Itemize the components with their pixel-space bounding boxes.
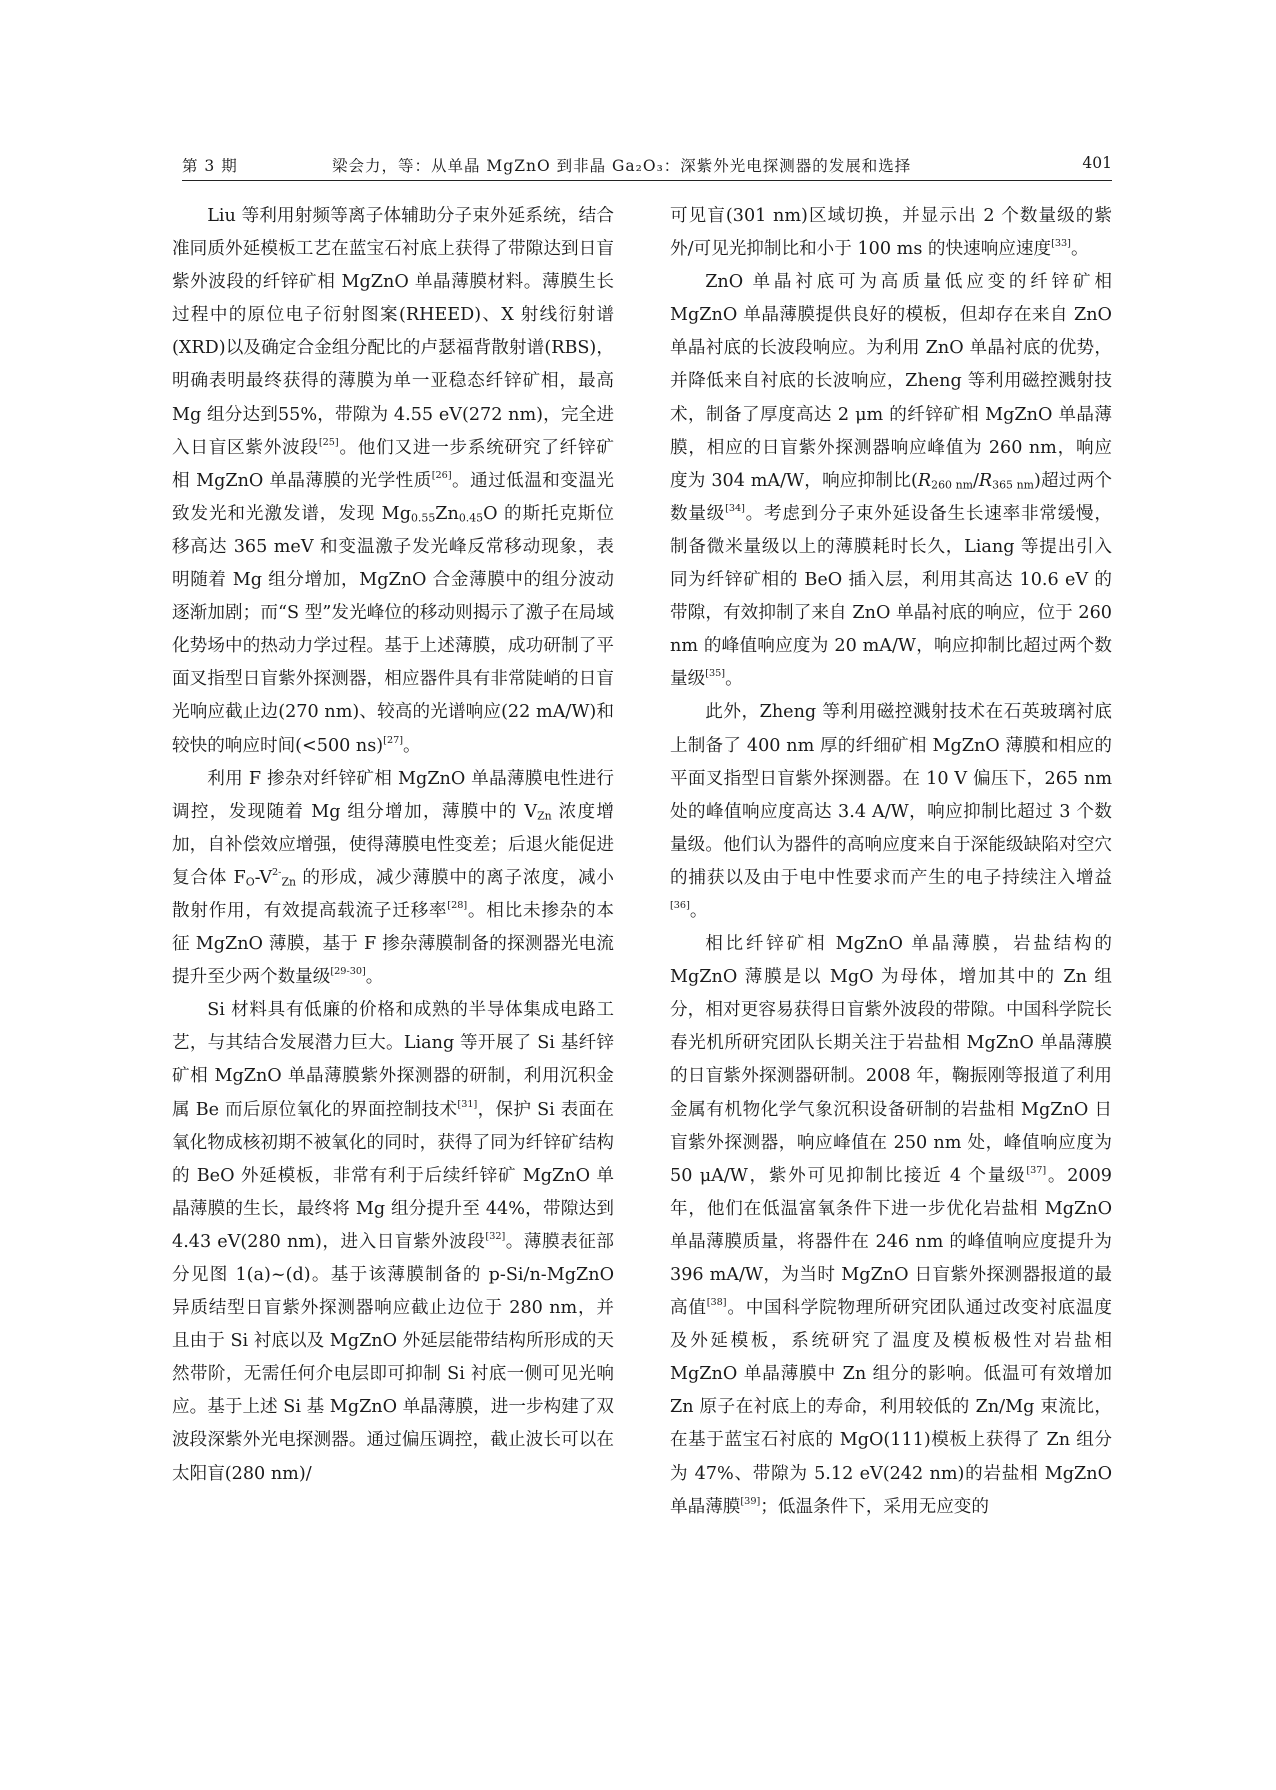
issue-label: 第 3 期 bbox=[182, 157, 238, 175]
page-number: 401 bbox=[1082, 154, 1112, 172]
paragraph: Si 材料具有低廉的价格和成熟的半导体集成电路工艺，与其结合发展潜力巨大。Liang 等开展了 Si 基纤锌矿相 MgZnO 单晶薄膜紫外探测器的研制，利用沉积金属 Be 而后原位氧化的界面控制技术[31]，保护 Si 表面在氧化物成核初期不被氧化的同时，获得了同为纤锌矿结构的 BeO 外延模板，非常有利于后续纤锌矿 MgZnO 单晶薄膜的生长，最终将 Mg 组分提升至 44%，带隙达到 4.43 eV(280 nm)，进入日盲紫外波段[32]。薄膜表征部分见图 1(a)~(d)。基于该薄膜制备的 p-Si/n-MgZnO 异质结型日盲紫外探测器响应截止边位于 280 nm，并且由于 Si 衬底以及 MgZnO 外延层能带结构所形成的天然带阶，无需任何介电层即可抑制 Si 衬底一侧可见光响应。基于上述 Si 基 MgZnO 单晶薄膜，进一步构建了双波段深紫外光电探测器。通过偏压调控，截止波长可以在太阳盲(280 nm)/ bbox=[172, 1000, 614, 1484]
header-rule bbox=[182, 180, 1112, 181]
right-column bbox=[670, 200, 1112, 1680]
running-title: 梁会力，等：从单晶 MgZnO 到非晶 Ga₂O₃：深紫外光电探测器的发展和选择 bbox=[332, 157, 912, 175]
paragraph: 相比纤锌矿相 MgZnO 单晶薄膜，岩盐结构的 MgZnO 薄膜是以 MgO 为母体，增加其中的 Zn 组分，相对更容易获得日盲紫外波段的带隙。中国科学院长春光机所研究团队长期关注于岩盐相 MgZnO 单晶薄膜的日盲紫外探测器研制。2008 年，鞠振刚等报道了利用金属有机物化学气象沉积设备研制的岩盐相 MgZnO 日盲紫外探测器，响应峰值在 250 nm 处，峰值响应度为 50 μA/W，紫外可见抑制比接近 4 个量级[37]。2009 年，他们在低温富氧条件下进一步优化岩盐相 MgZnO 单晶薄膜质量，将器件在 246 nm 的峰值响应度提升为 396 mA/W，为当时 MgZnO 日盲紫外探测器报道的最高值[38]。中国科学院物理所研究团队通过改变衬底温度及外延模板，系统研究了温度及模板极性对岩盐相 MgZnO 单晶薄膜中 Zn 组分的影响。低温可有效增加 Zn 原子在衬底上的寿命，利用较低的 Zn/Mg 束流比，在基于蓝宝石衬底的 MgO(111)模板上获得了 Zn 组分为 47%、带隙为 5.12 eV(242 nm)的岩盐相 MgZnO 单晶薄膜[39]；低温条件下，采用无应变的 bbox=[670, 934, 1112, 1517]
paragraph: 可见盲(301 nm)区域切换，并显示出 2 个数量级的紫外/可见光抑制比和小于 100 ms 的快速响应速度[33]。 bbox=[670, 206, 1112, 260]
paragraph: Liu 等利用射频等离子体辅助分子束外延系统，结合准同质外延模板工艺在蓝宝石衬底上获得了带隙达到日盲紫外波段的纤锌矿相 MgZnO 单晶薄膜材料。薄膜生长过程中的原位电子衍射图案(RHEED)、X 射线衍射谱(XRD)以及确定合金组分配比的卢瑟福背散射谱(RBS)，明确表明最终获得的薄膜为单一亚稳态纤锌矿相，最高 Mg 组分达到55%，带隙为 4.55 eV(272 nm)，完全进入日盲区紫外波段[25]。他们又进一步系统研究了纤锌矿相 MgZnO 单晶薄膜的光学性质[26]。通过低温和变温光致发光和光激发谱，发现 $Mg_{0.55}Zn_{0.45}O$ 的斯托克斯位移高达 365 meV 和变温激子发光峰反常移动现象，表明随着 Mg 组分增加，MgZnO 合金薄膜中的组分波动逐渐加剧；而“S 型”发光峰位的移动则揭示了激子在局域化势场中的热动力学过程。基于上述薄膜，成功研制了平面叉指型日盲紫外探测器，相应器件具有非常陡峭的日盲光响应截止边(270 nm)、较高的光谱响应(22 mA/W)和较快的响应时间(<500 ns)[27]。 bbox=[172, 206, 614, 756]
paragraph: ZnO 单晶衬底可为高质量低应变的纤锌矿相 MgZnO 单晶薄膜提供良好的模板，但却存在来自 ZnO 单晶衬底的长波段响应。为利用 ZnO 单晶衬底的优势，并降低来自衬底的长波响应，Zheng 等利用磁控溅射技术，制备了厚度高达 2 μm 的纤锌矿相 MgZnO 单晶薄膜，相应的日盲紫外探测器响应峰值为 260 nm，响应度为 304 mA/W，响应抑制比$(R_{260 nm}/R_{365 nm})$超过两个数量级[34]。考虑到分子束外延设备生长速率非常缓慢，制备微米量级以上的薄膜耗时长久，Liang 等提出引入同为纤锌矿相的 BeO 插入层，利用其高达 10.6 eV 的带隙，有效抑制了来自 ZnO 单晶衬底的响应，位于 260 nm 的峰值响应度为 20 mA/W，响应抑制比超过两个数量级[35]。 bbox=[670, 272, 1112, 690]
paragraph: 利用 F 掺杂对纤锌矿相 MgZnO 单晶薄膜电性进行调控，发现随着 Mg 组分增加，薄膜中的 $V_{Zn}$ 浓度增加，自补偿效应增强，使得薄膜电性变差；后退火能促进复合体 $F_O-V^{2-}_{Zn}$ 的形成，减少薄膜中的离子浓度，减小散射作用，有效提高载流子迁移率[28]。相比未掺杂的本征 MgZnO 薄膜，基于 F 掺杂薄膜制备的探测器光电流提升至少两个数量级[29-30]。 bbox=[172, 768, 614, 988]
left-column bbox=[172, 200, 614, 1680]
running-header bbox=[182, 148, 1112, 178]
paragraph: 此外，Zheng 等利用磁控溅射技术在石英玻璃衬底上制备了 400 nm 厚的纤细矿相 MgZnO 薄膜和相应的平面叉指型日盲紫外探测器。在 10 V 偏压下，265 nm 处的峰值响应度高达 3.4 A/W，响应抑制比超过 3 个数量级。他们认为器件的高响应度来自于深能级缺陷对空穴的捕获以及由于电中性要求而产生的电子持续注入增益[36]。 bbox=[670, 702, 1112, 921]
